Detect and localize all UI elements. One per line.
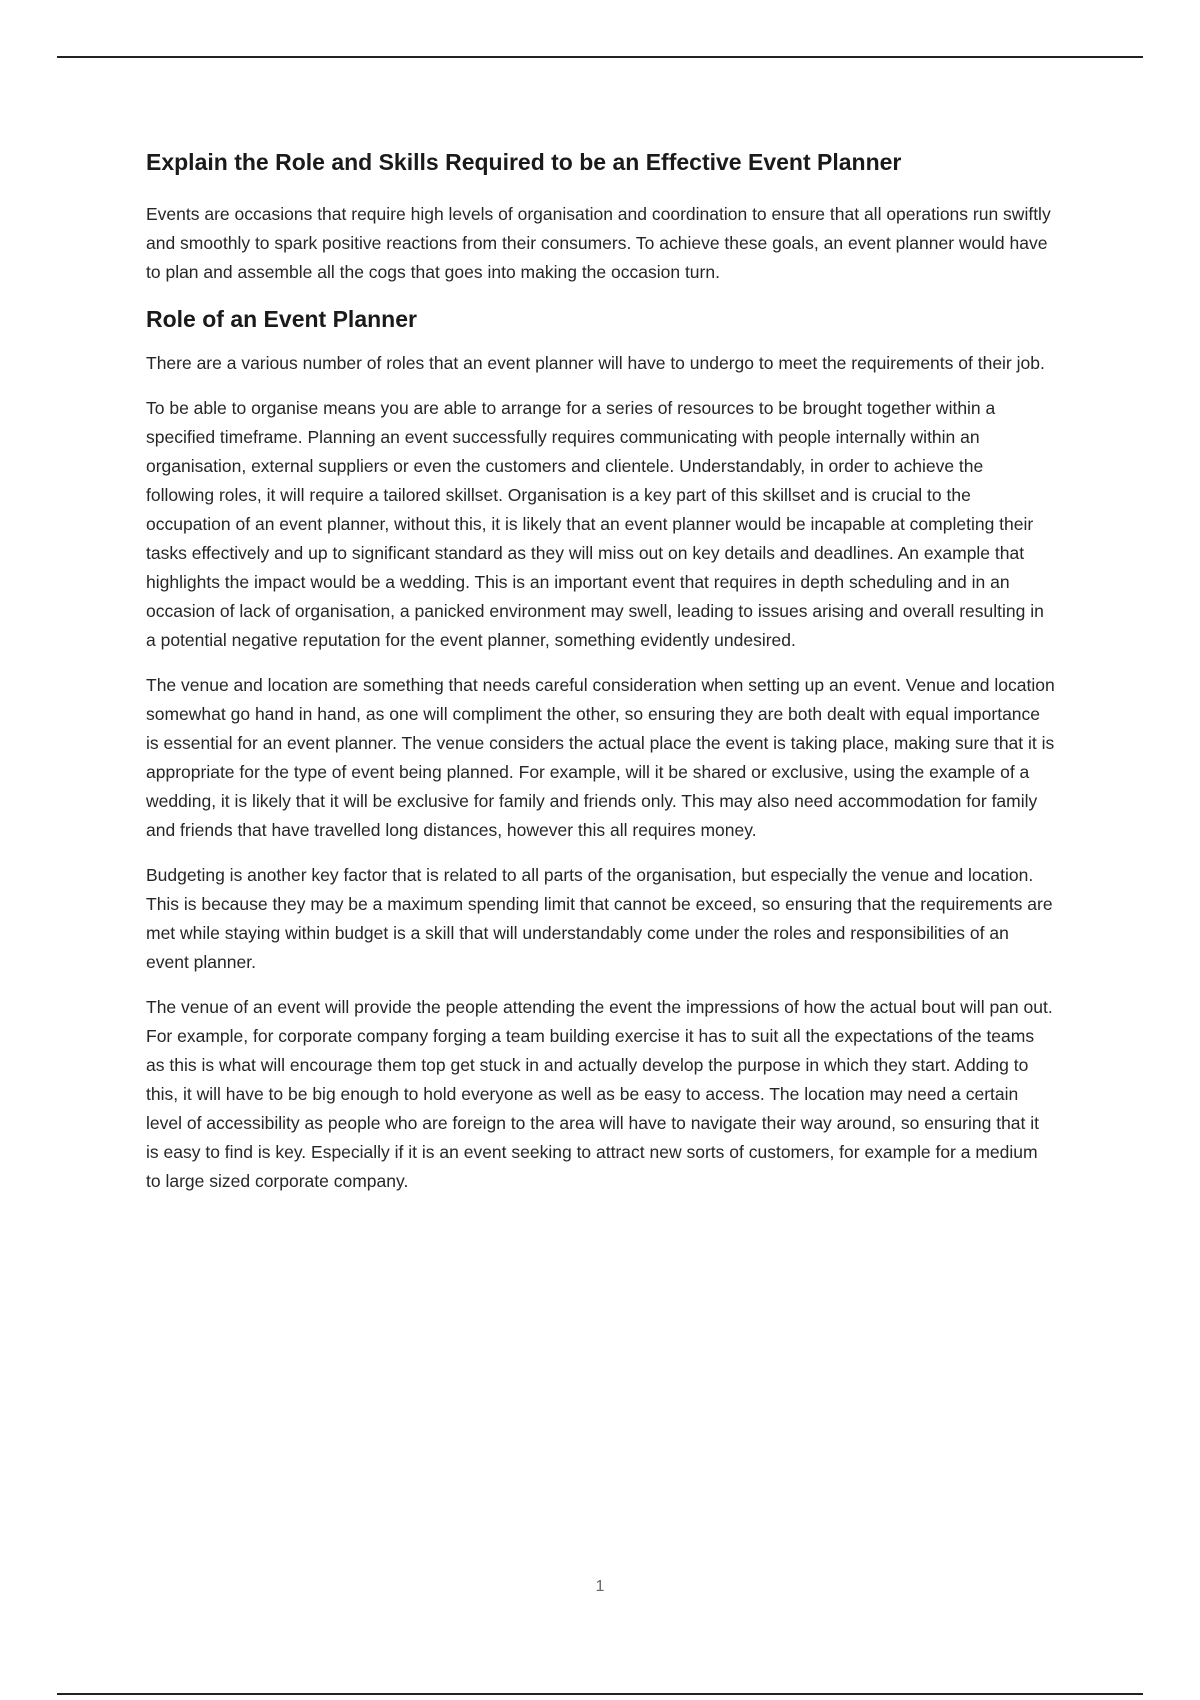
header-rule xyxy=(57,56,1143,58)
paragraph-roles-overview: There are a various number of roles that an event planner will have to undergo to meet the requirements of their job. xyxy=(146,353,1045,373)
page-number: 1 xyxy=(595,1578,605,1595)
paragraph-venue-location: The venue and location are something that needs careful consideration when setting up an event. Venue and location somewhat go hand in hand, as one will compliment the other, so ensuring they are both dealt with equal importance is essential for an event planner. The venue considers the actual place the event is taking place, making sure that it is appropriate for the type of event being planned. For example, will it be shared or exclusive, using the example of a wedding, it is likely that it will be exclusive for family and friends only. This may also need accommodation for family and friends that have travelled long distances, however this all requires money. xyxy=(146,675,1055,840)
section-heading: Role of an Event Planner xyxy=(146,306,417,332)
paragraph-organisation: To be able to organise means you are able to arrange for a series of resources to be brought together within a specified timeframe. Planning an event successfully requires communicating with people internally within an organisation, external suppliers or even the customers and clientele. Understandably, in order to achieve the following roles, it will require a tailored skillset. Organisation is a key part of this skillset and is crucial to the occupation of an event planner, without this, it is likely that an event planner would be incapable at completing their tasks effectively and up to significant standard as they will miss out on key details and deadlines. An example that highlights the impact would be a wedding. This is an important event that requires in depth scheduling and in an occasion of lack of organisation, a panicked environment may swell, leading to issues arising and overall resulting in a potential negative reputation for the event planner, something evidently undesired. xyxy=(146,398,1044,650)
footer-rule xyxy=(57,1693,1143,1695)
document-title: Explain the Role and Skills Required to be an Effective Event Planner xyxy=(146,149,902,175)
intro-paragraph: Events are occasions that require high levels of organisation and coordination to ensure that all operations run swiftly and smoothly to spark positive reactions from their consumers. To achieve these goals, an event planner would have to plan and assemble all the cogs that goes into making the occasion turn. xyxy=(146,204,1051,282)
paragraph-venue-impressions: The venue of an event will provide the people attending the event the impressions of how the actual bout will pan out. For example, for corporate company forging a team building exercise it has to suit all the expectations of the teams as this is what will encourage them top get stuck in and actually develop the purpose in which they start. Adding to this, it will have to be big enough to hold everyone as well as be easy to access. The location may need a certain level of accessibility as people who are foreign to the area will have to navigate their way around, so ensuring that it is easy to find is key. Especially if it is an event seeking to attract new sorts of customers, for example for a medium to large sized corporate company. xyxy=(146,997,1053,1191)
paragraph-budgeting: Budgeting is another key factor that is related to all parts of the organisation, but especially the venue and location. This is because they may be a maximum spending limit that cannot be exceed, so ensuring that the requirements are met while staying within budget is a skill that will understandably come under the roles and responsibilities of an event planner. xyxy=(146,865,1053,972)
document-body xyxy=(146,146,1056,1196)
